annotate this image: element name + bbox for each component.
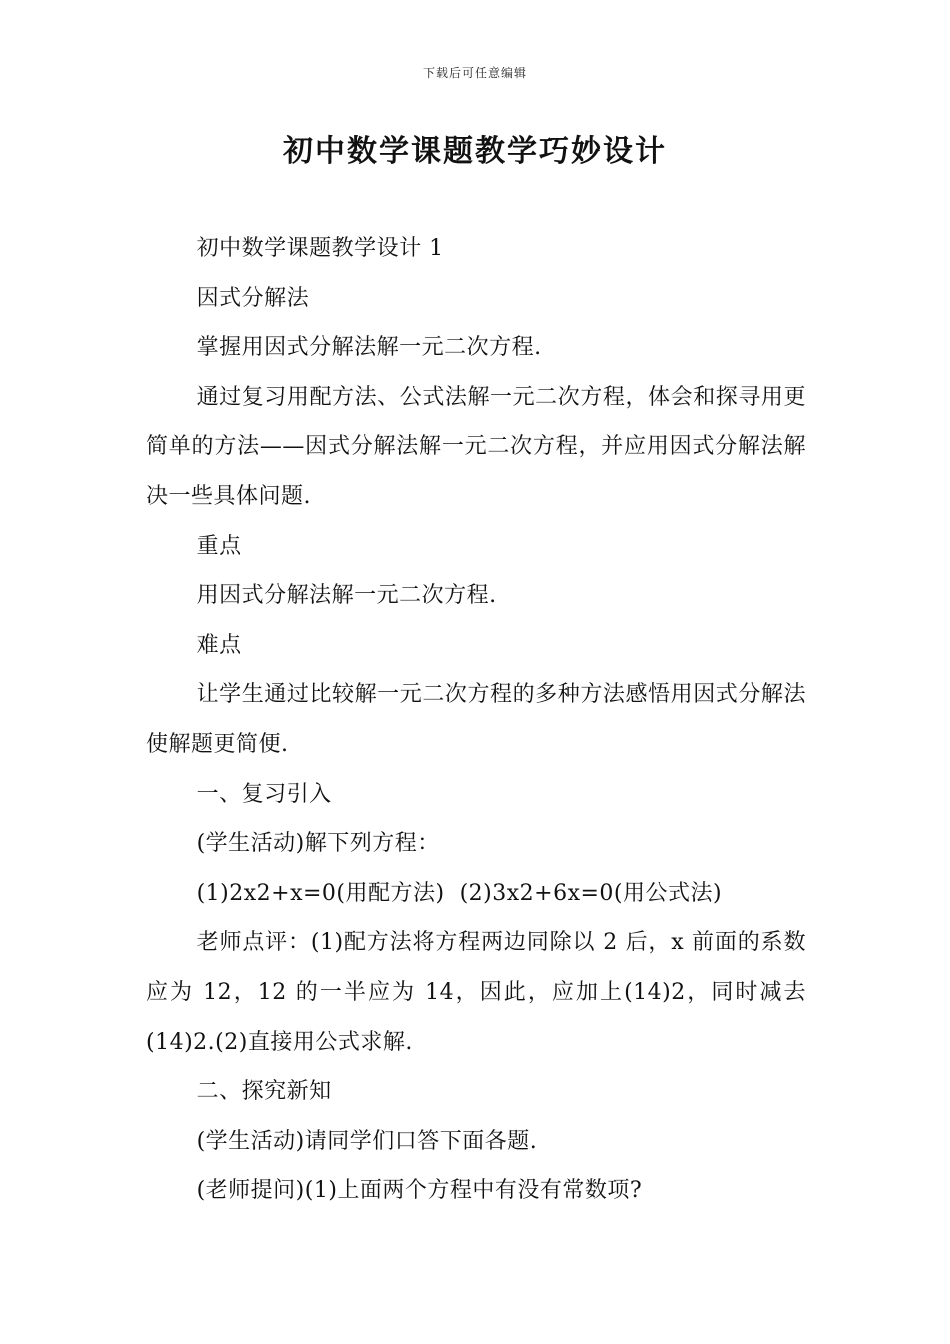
paragraph-difficulty-heading: 难点 <box>196 632 242 658</box>
paragraph-key-point: 用因式分解法解一元二次方程. <box>196 583 497 609</box>
paragraph-student-activity-2: (学生活动)请同学们口答下面各题. <box>196 1128 538 1154</box>
paragraph-teacher-question: (老师提问)(1)上面两个方程中有没有常数项? <box>196 1178 643 1204</box>
paragraph-method-name: 因式分解法 <box>196 285 310 311</box>
paragraph-objective: 掌握用因式分解法解一元二次方程. <box>196 335 542 361</box>
document-body <box>146 224 806 1216</box>
document-title: 初中数学课题教学巧妙设计 <box>283 134 667 169</box>
paragraph-section-review: 一、复习引入 <box>196 781 332 807</box>
paragraph-section-explore: 二、探究新知 <box>196 1079 332 1105</box>
paragraph-key-point-heading: 重点 <box>196 533 242 559</box>
paragraph-subtitle: 初中数学课题教学设计 1 <box>196 236 444 261</box>
paragraph-difficulty: 让学生通过比较解一元二次方程的多种方法感悟用因式分解法使解题更简便. <box>146 682 806 757</box>
paragraph-equations: (1)2x2+x=0(用配方法) (2)3x2+6x=0(用公式法) <box>196 880 723 906</box>
paragraph-student-activity-1: (学生活动)解下列方程： <box>196 831 440 857</box>
paragraph-teacher-comment: 老师点评：(1)配方法将方程两边同除以 2 后，x 前面的系数应为 12，12 的一半应为 14，因此，应加上(14)2，同时减去(14)2.(2)直接用公式求解. <box>146 930 806 1055</box>
paragraph-process: 通过复习用配方法、公式法解一元二次方程，体会和探寻用更简单的方法——因式分解法解一元二次方程，并应用因式分解法解决一些具体问题. <box>146 384 806 509</box>
header-note: 下载后可任意编辑 <box>422 66 527 80</box>
